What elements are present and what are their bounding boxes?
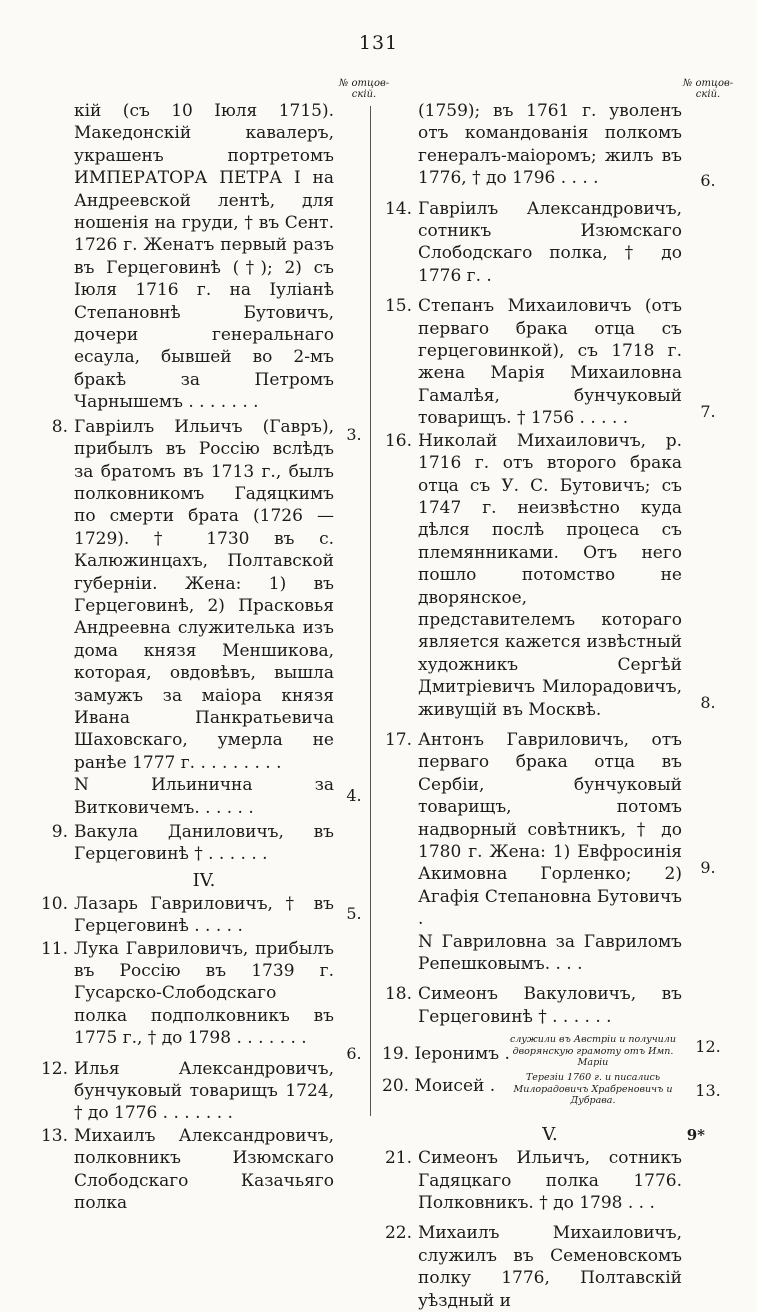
section-heading-v: V. — [542, 1124, 558, 1146]
entry-number: 12. — [40, 1058, 68, 1079]
entry-text: Илья Александровичъ, бунчуковый товарищъ 1724, † до 1776 . . . . . . . — [74, 1058, 334, 1124]
entry-text: Лука Гавриловичъ, прибылъ въ Россію въ 1739 г. Гусарско-Слободскаго полка подполковникъ въ 1775 г., † до 1798 . . . . . . . — [74, 938, 334, 1049]
ref-number: 6. — [346, 1044, 362, 1063]
entry-9 — [38, 821, 334, 866]
group-note: Терезіи 1760 г. и писались Милорадовичъ Храбреновичъ и Дубрава. — [513, 1072, 673, 1107]
entry-text: Гавріилъ Ильичъ (Гавръ), прибылъ въ Россію вслѣдъ за братомъ въ 1713 г., былъ полковникомъ Гадяцкимъ по смерти брата (1726 — 1729). † 1730 въ с. Калюжинцахъ, Полтавской губерніи. Жена: 1) въ Герцеговинѣ, 2) Прасковья Андреевна служителька изъ дома князя Меншикова, которая, овдовѣвъ, вышла замужъ за маіора князя Ивана Панкратьевича Шаховскаго, умерла не ранѣе 1777 г. . . . . . . . . N Ильинична за Витковичемъ. . . . . . — [74, 416, 334, 818]
entry-number: 14. — [384, 198, 412, 219]
entry-number: 9. — [51, 822, 68, 842]
entry-number: 11. — [40, 938, 68, 959]
entry-13 — [38, 1125, 334, 1215]
entry-number: 22. — [384, 1223, 412, 1244]
entry-number: 21. — [384, 1148, 412, 1169]
left-column — [38, 100, 334, 1215]
signature-mark: 9* — [686, 1126, 705, 1144]
entry-number: 16. — [384, 430, 412, 451]
entry-number: 15. — [384, 296, 412, 317]
ref-number: 7. — [700, 402, 716, 421]
entry-18 — [382, 983, 682, 1028]
entry-text: Іеронимъ . — [414, 1044, 510, 1065]
entry-11 — [38, 938, 334, 1050]
entry-text: Симеонъ Ильичъ, сотникъ Гадяцкаго полка 1776. Полковникъ. † до 1798 . . . — [418, 1148, 682, 1214]
ref-number: 8. — [700, 693, 716, 712]
entry-17 — [382, 729, 682, 975]
ref-number: 5. — [346, 904, 362, 923]
entry-text: Симеонъ Вакуловичъ, въ Герцеговинѣ † . . . . . . — [418, 984, 682, 1027]
entry-21 — [382, 1147, 682, 1214]
entry-20 — [382, 1076, 495, 1096]
entry-16 — [382, 430, 682, 721]
entry-text: Гавріилъ Александровичъ, сотникъ Изюмскаго Слободскаго полка, † до 1776 г. . — [418, 198, 682, 286]
entry-text: Михаилъ Александровичъ, полковникъ Изюмскаго Слободскаго Казачьяго полка — [74, 1125, 334, 1214]
entry-text: Лазарь Гавриловичъ, † въ Герцеговинѣ . . . . . — [74, 893, 334, 937]
right-column — [382, 100, 682, 1312]
group-note: служили въ Австріи и получили дворянскую грамоту отъ Имп. Маріи — [510, 1034, 676, 1069]
entry-text: Вакула Даниловичъ, въ Герцеговинѣ † . . . . . . — [74, 822, 334, 865]
entry-number: 10. — [40, 893, 68, 914]
ref-number: 4. — [346, 786, 362, 805]
entry-text: Моисей . — [414, 1076, 496, 1097]
entry-10 — [38, 893, 334, 938]
ref-number: 6. — [700, 171, 716, 190]
entry-8 — [38, 416, 334, 819]
column-divider — [370, 106, 371, 1116]
entry-12 — [38, 1058, 334, 1125]
entry-text: Михаилъ Михаиловичъ, служилъ въ Семеновскомъ полку 1776, Полтавскій уѣздный и — [418, 1223, 682, 1311]
ref-number: 12. — [695, 1037, 721, 1056]
left-continuation: кій (съ 10 Іюля 1715). Македонскій кавалеръ, украшенъ портретомъ ИМПЕРАТОРА ПЕТРА I на Андреевской лентѣ, для ношенія на груди, † въ Сент. 1726 г. Женатъ первый разъ въ Герцеговинѣ (†); 2) съ Іюля 1716 г. на Іуліанѣ Степановнѣ Бутовичъ, дочери генеральнаго есаула, бывшей во 2-мъ бракѣ за Петромъ Чарнышемъ . . . . . . . — [74, 101, 334, 413]
entry-text: Степанъ Михаиловичъ (отъ перваго брака отца съ герцеговинкой), съ 1718 г. жена Марія Михаиловна Гамалѣя, бунчуковый товарищъ. † 1756 . . . . . — [418, 296, 682, 429]
ref-number: 13. — [695, 1081, 721, 1100]
entry-text: Антонъ Гавриловичъ, отъ перваго брака отца въ Сербіи, бунчуковый товарищъ, потомъ надворный совѣтникъ, † до 1780 г. Жена: 1) Евфросинія Акимовна Горленко; 2) Агафія Степановна Бутовичъ . N Гавриловна за Гавриломъ Репешковымъ. . . . — [418, 729, 682, 975]
entry-number: 19. — [382, 1044, 410, 1065]
entries-19-20 — [382, 1028, 682, 1120]
ref-number: 9. — [700, 858, 716, 877]
ref-number: 3. — [346, 425, 362, 444]
entry-text: Николай Михаиловичъ, р. 1716 г. отъ второго брака отца съ У. С. Бутовичъ; съ 1747 г. неизвѣстно куда дѣлся послѣ процеса съ племянниками. Отъ него пошло потомство не дворянское, представителемъ котораго является кажется извѣстный художникъ Сергѣй Дмитріевичъ Милорадовичъ, живущій въ Москвѣ. — [418, 430, 682, 720]
right-continuation: (1759); въ 1761 г. уволенъ отъ командованія полкомъ генералъ-маіоромъ; жилъ въ 1776, † до 1796 . . . . — [418, 101, 682, 189]
entry-number: 18. — [384, 984, 412, 1005]
entry-number: 8. — [51, 416, 68, 437]
column-header-left: № отцов- скій. — [338, 78, 390, 100]
entry-number: 20. — [382, 1076, 410, 1097]
entry-19 — [382, 1044, 510, 1064]
entry-number: 17. — [384, 729, 412, 750]
entry-number: 13. — [40, 1125, 68, 1146]
column-header-right: № отцов- скій. — [682, 78, 734, 100]
entry-14 — [382, 198, 682, 288]
entry-22 — [382, 1222, 682, 1312]
section-heading-iv: IV. — [192, 869, 216, 891]
entry-15 — [382, 295, 682, 429]
page-number: 131 — [358, 32, 399, 54]
